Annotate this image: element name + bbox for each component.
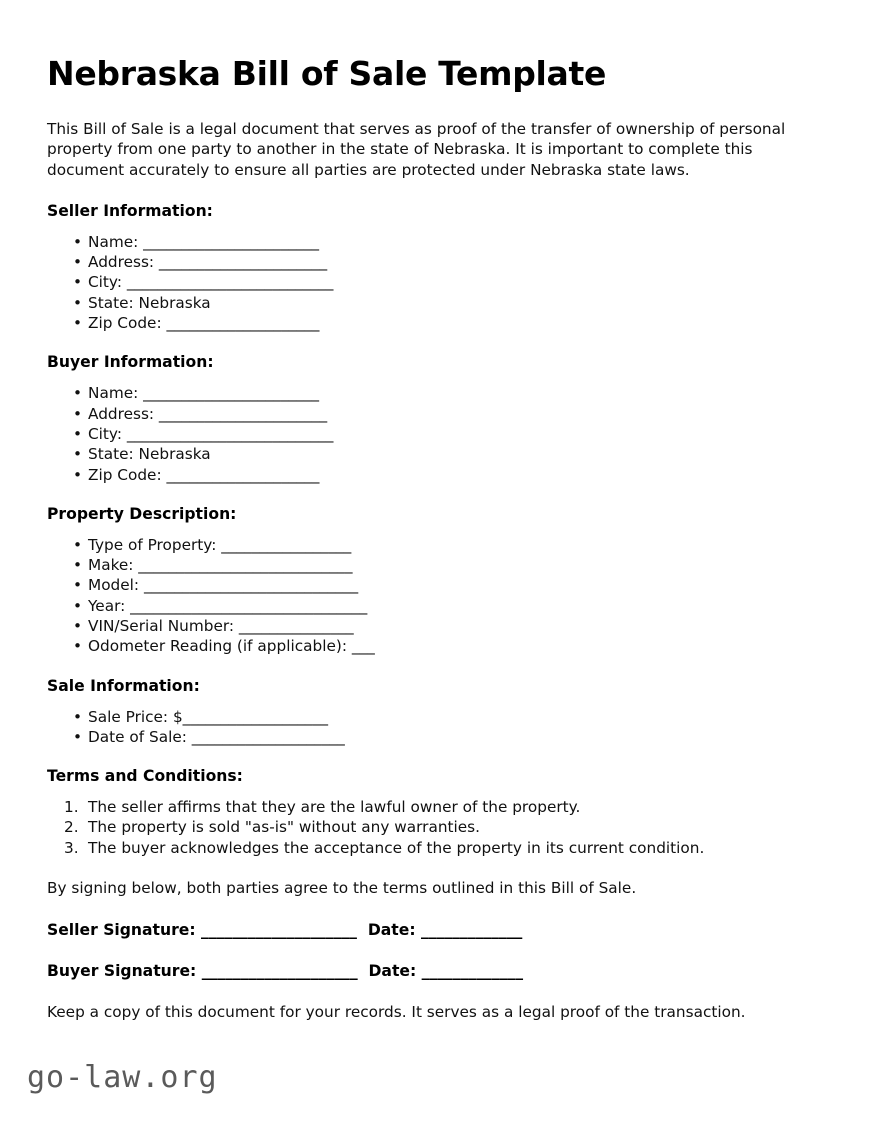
list-item: • State: Nebraska bbox=[47, 293, 795, 313]
list-item: The property is sold "as-is" without any warranties. bbox=[88, 818, 481, 837]
list-item: • Make: ____________________________ bbox=[47, 555, 795, 575]
document-body bbox=[47, 55, 795, 1023]
terms-and-conditions-list bbox=[47, 797, 795, 858]
list-item: • Type of Property: _________________ bbox=[47, 535, 795, 555]
property-description-heading: Property Description: bbox=[47, 504, 237, 523]
intro-paragraph: This Bill of Sale is a legal document that serves as proof of the transfer of ownership of personal property from one party to another in the state of Nebraska. It is important to complete this document accurately to ensure all parties are protected under Nebraska state laws. bbox=[47, 119, 786, 179]
list-item: • City: ___________________________ bbox=[47, 424, 795, 444]
list-item: • Name: _______________________ bbox=[47, 232, 795, 252]
seller-information-heading: Seller Information: bbox=[47, 201, 213, 220]
closing-note: Keep a copy of this document for your records. It serves as a legal proof of the transaction. bbox=[47, 1003, 746, 1022]
list-item: The buyer acknowledges the acceptance of the property in its current condition. bbox=[88, 838, 705, 857]
list-item: • Address: ______________________ bbox=[47, 252, 795, 272]
seller-signature-line: Seller Signature: ____________________ Date: _____________ bbox=[47, 921, 523, 940]
list-item: • Zip Code: ____________________ bbox=[47, 465, 795, 485]
list-item: • State: Nebraska bbox=[47, 444, 795, 464]
buyer-information-heading: Buyer Information: bbox=[47, 353, 214, 372]
list-item: • Address: ______________________ bbox=[47, 404, 795, 424]
buyer-signature-line: Buyer Signature: ____________________ Date: _____________ bbox=[47, 962, 524, 981]
list-item: • Zip Code: ____________________ bbox=[47, 313, 795, 333]
list-item: • Model: ____________________________ bbox=[47, 575, 795, 595]
buyer-information-fields bbox=[47, 383, 795, 484]
list-item: • Name: _______________________ bbox=[47, 383, 795, 403]
list-item: • Sale Price: $___________________ bbox=[47, 707, 795, 727]
site-watermark: go-law.org bbox=[27, 1060, 218, 1095]
sale-information-heading: Sale Information: bbox=[47, 676, 200, 695]
list-item: • City: ___________________________ bbox=[47, 272, 795, 292]
list-item: • Odometer Reading (if applicable): ___ bbox=[47, 636, 795, 656]
sale-information-fields bbox=[47, 707, 795, 748]
list-item: • VIN/Serial Number: _______________ bbox=[47, 616, 795, 636]
page-title: Nebraska Bill of Sale Template bbox=[47, 54, 607, 93]
list-item: The seller affirms that they are the lawful owner of the property. bbox=[88, 798, 581, 817]
agreement-statement: By signing below, both parties agree to the terms outlined in this Bill of Sale. bbox=[47, 879, 637, 898]
list-item: • Date of Sale: ____________________ bbox=[47, 727, 795, 747]
list-item: • Year: _______________________________ bbox=[47, 596, 795, 616]
property-description-fields bbox=[47, 535, 795, 657]
terms-and-conditions-heading: Terms and Conditions: bbox=[47, 767, 243, 786]
seller-information-fields bbox=[47, 232, 795, 333]
